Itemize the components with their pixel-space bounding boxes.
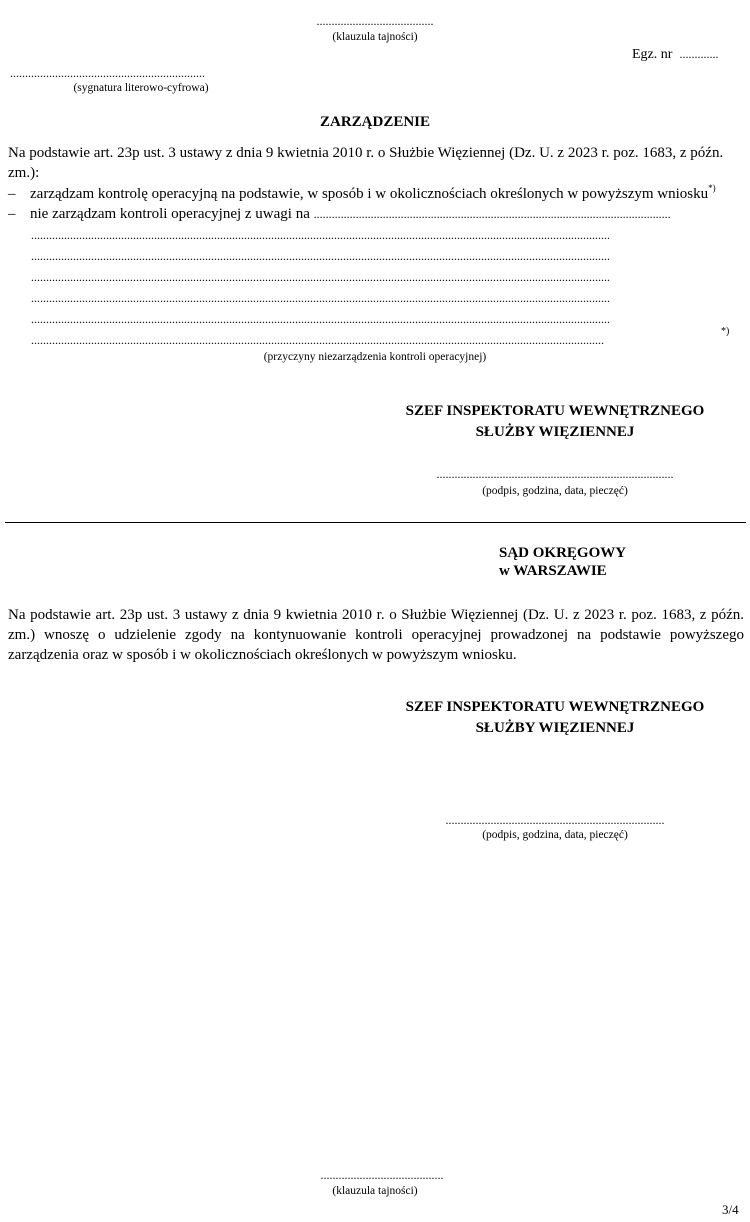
footnote-mark: *) xyxy=(721,325,730,337)
order-signature-label: (podpis, godzina, data, pieczęć) xyxy=(482,485,628,497)
order-title: ZARZĄDZENIE xyxy=(319,114,431,130)
classification-label-bottom: (klauzula tajności) xyxy=(332,1185,418,1197)
court-signature-label: (podpis, godzina, data, pieczęć) xyxy=(482,829,628,841)
classification-dots-bottom: ......................................... xyxy=(320,1168,444,1182)
order-option-decline xyxy=(8,204,746,224)
signatory-title-line-1: SZEF INSPEKTORATU WEWNĘTRZNEGO xyxy=(405,699,705,715)
order-signature-dots: ............................................................................... xyxy=(436,467,674,481)
order-signatory xyxy=(380,401,730,443)
signature-ref-dots: ................................................................. xyxy=(10,66,205,80)
copy-number-label: Egz. nr xyxy=(632,47,673,62)
order-option-approve-text: zarządzam kontrolę operacyjną na podstawie, w sposób i w okolicznościach określonych w powyższym wniosku xyxy=(30,186,709,202)
copy-number-dots: ............. xyxy=(679,47,719,61)
court-request: Na podstawie art. 23p ust. 3 ustawy z dnia 9 kwietnia 2010 r. o Służbie Więziennej (Dz. U. z 2023 r. poz. 1683, z późn. zm.) wnoszę o udzielenie zgody na kontynuowanie kontroli operacyjnej prowadzonej na podstawie powyższego zarządzenia oraz w sposób i w okolicznościach określonych w powyższym wniosku. xyxy=(8,607,744,663)
page-number: 3/4 xyxy=(722,1202,739,1217)
signatory-title-line-1: SZEF INSPEKTORATU WEWNĘTRZNEGO xyxy=(405,403,705,419)
court-name-line-1: SĄD OKRĘGOWY xyxy=(499,545,627,561)
reason-line: ................................................................................................................................................................................................. xyxy=(31,291,610,305)
order-option-approve xyxy=(8,184,746,204)
order-option-decline-dots: ....................................................................................................................... xyxy=(313,207,671,221)
signatory-title-line-2: SŁUŻBY WIĘZIENNEJ xyxy=(475,424,635,440)
footnote-mark: *) xyxy=(708,183,716,193)
reason-line: ................................................................................................................................................................................................. xyxy=(31,270,610,284)
reason-line: ................................................................................................................................................................................................. xyxy=(31,228,610,242)
court-addressee xyxy=(499,544,626,580)
court-signature-dots: ......................................................................... xyxy=(445,813,665,827)
reason-label: (przyczyny niezarządzenia kontroli operacyjnej) xyxy=(263,351,487,363)
reason-line: ................................................................................................................................................................................................. xyxy=(31,312,610,326)
signature-ref-label: (sygnatura literowo-cyfrowa) xyxy=(73,82,209,94)
signatory-title-line-2: SŁUŻBY WIĘZIENNEJ xyxy=(475,720,635,736)
reason-line: ................................................................................................................................................................................................. xyxy=(31,249,610,263)
classification-label-top: (klauzula tajności) xyxy=(332,31,418,43)
order-option-decline-text: nie zarządzam kontroli operacyjnej z uwagi na xyxy=(30,206,310,222)
copy-number xyxy=(632,47,718,63)
section-divider xyxy=(5,522,746,523)
court-signatory xyxy=(380,697,730,739)
reason-line-last xyxy=(31,325,746,348)
court-name-line-2: w WARSZAWIE xyxy=(499,563,607,579)
reason-line: ............................................................................................................................................................................................... xyxy=(31,333,604,347)
classification-dots-top: ....................................... xyxy=(316,14,434,28)
order-intro: Na podstawie art. 23p ust. 3 ustawy z dnia 9 kwietnia 2010 r. o Służbie Więziennej (Dz. U. z 2023 r. poz. 1683, z późn. zm.): xyxy=(8,145,724,181)
dash-marker: – xyxy=(8,206,16,222)
dash-marker: – xyxy=(8,186,16,202)
